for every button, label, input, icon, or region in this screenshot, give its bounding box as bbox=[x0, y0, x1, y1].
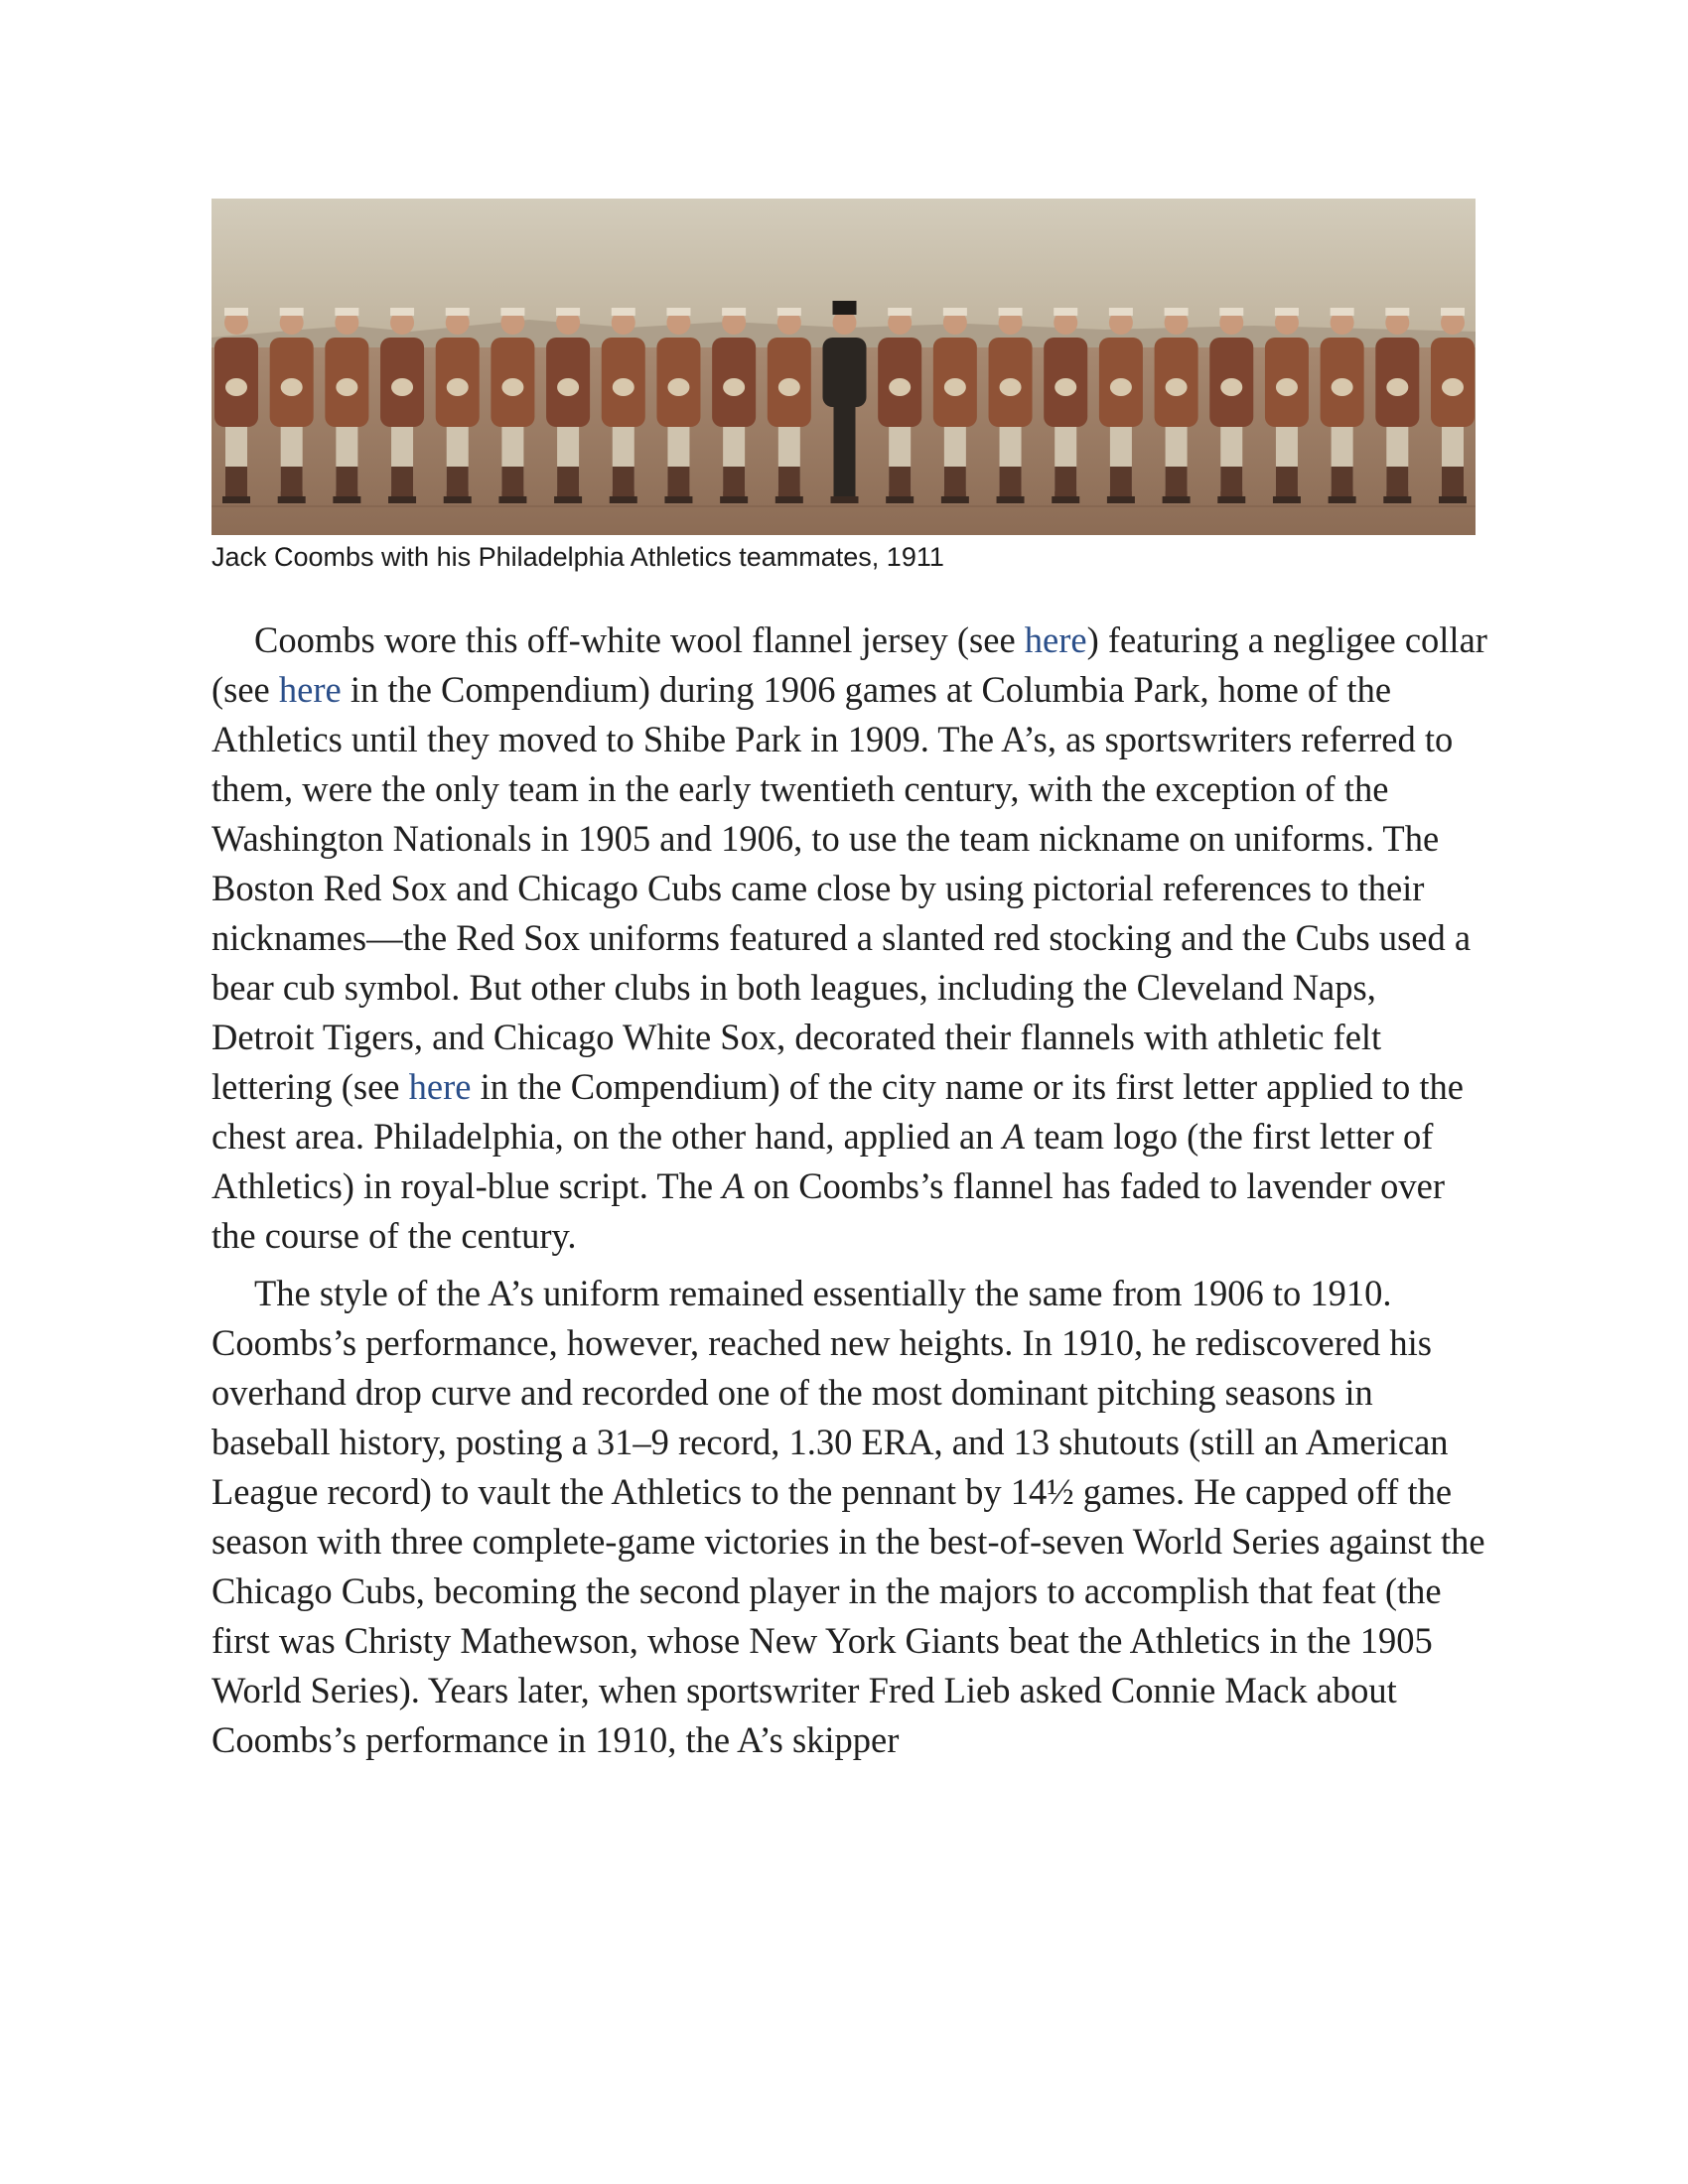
team-photo bbox=[211, 199, 1476, 535]
figure-caption: Jack Coombs with his Philadelphia Athletics teammates, 1911 bbox=[211, 542, 944, 572]
felt-lettering-link[interactable]: here bbox=[408, 1066, 472, 1107]
paragraph-1-text-1: Coombs wore this off-white wool flannel jersey (see bbox=[254, 619, 1025, 660]
paragraph-1-text-5: team logo (the first letter of Athletics) in royal-blue script. The bbox=[211, 1116, 1434, 1206]
paragraph-1-text-2: ) featuring a negligee collar (see bbox=[211, 619, 1487, 710]
italic-letter-a-2: A bbox=[722, 1165, 745, 1206]
article-body bbox=[211, 615, 1487, 1773]
italic-letter-a: A bbox=[1002, 1116, 1025, 1157]
negligee-collar-link[interactable]: here bbox=[278, 669, 342, 710]
team-photo-image bbox=[211, 199, 1476, 535]
paragraph-1-text-6: on Coombs’s flannel has faded to lavender over the course of the century. bbox=[211, 1165, 1446, 1256]
paragraph-1-text-3: in the Compendium) during 1906 games at Columbia Park, home of the Athletics until they moved to Shibe Park in 1909. The A’s, as sportswriters referred to them, were the only team in the early twentieth century, with the exception of the Washington Nationals in 1905 and 1906, to use the team nickname on uniforms. The Boston Red Sox and Chicago Cubs came close by using pictorial references to their nicknames—the Red Sox uniforms featured a slanted red stocking and the Cubs used a bear cub symbol. But other clubs in both leagues, including the Cleveland Naps, Detroit Tigers, and Chicago White Sox, decorated their flannels with athletic felt lettering (see bbox=[211, 669, 1472, 1107]
paragraph-1-text-4: in the Compendium) of the city name or its first letter applied to the chest area. Philadelphia, on the other hand, applied an bbox=[211, 1066, 1464, 1157]
jersey-link[interactable]: here bbox=[1024, 619, 1087, 660]
paragraph-2: The style of the A’s uniform remained essentially the same from 1906 to 1910. Coombs’s performance, however, reached new heights. In 1910, he rediscovered his overhand drop curve and recorded one of the most dominant pitching seasons in baseball history, posting a 31–9 record, 1.30 ERA, and 13 shutouts (still an American League record) to vault the Athletics to the pennant by 14½ games. He capped off the season with three complete-game victories in the best-of-seven World Series against the Chicago Cubs, becoming the second player in the majors to accomplish that feat (the first was Christy Mathewson, whose New York Giants beat the Athletics in the 1905 World Series). Years later, when sportswriter Fred Lieb asked Connie Mack about Coombs’s performance in 1910, the A’s skipper bbox=[211, 1273, 1485, 1760]
paragraph-1 bbox=[211, 615, 1487, 1261]
